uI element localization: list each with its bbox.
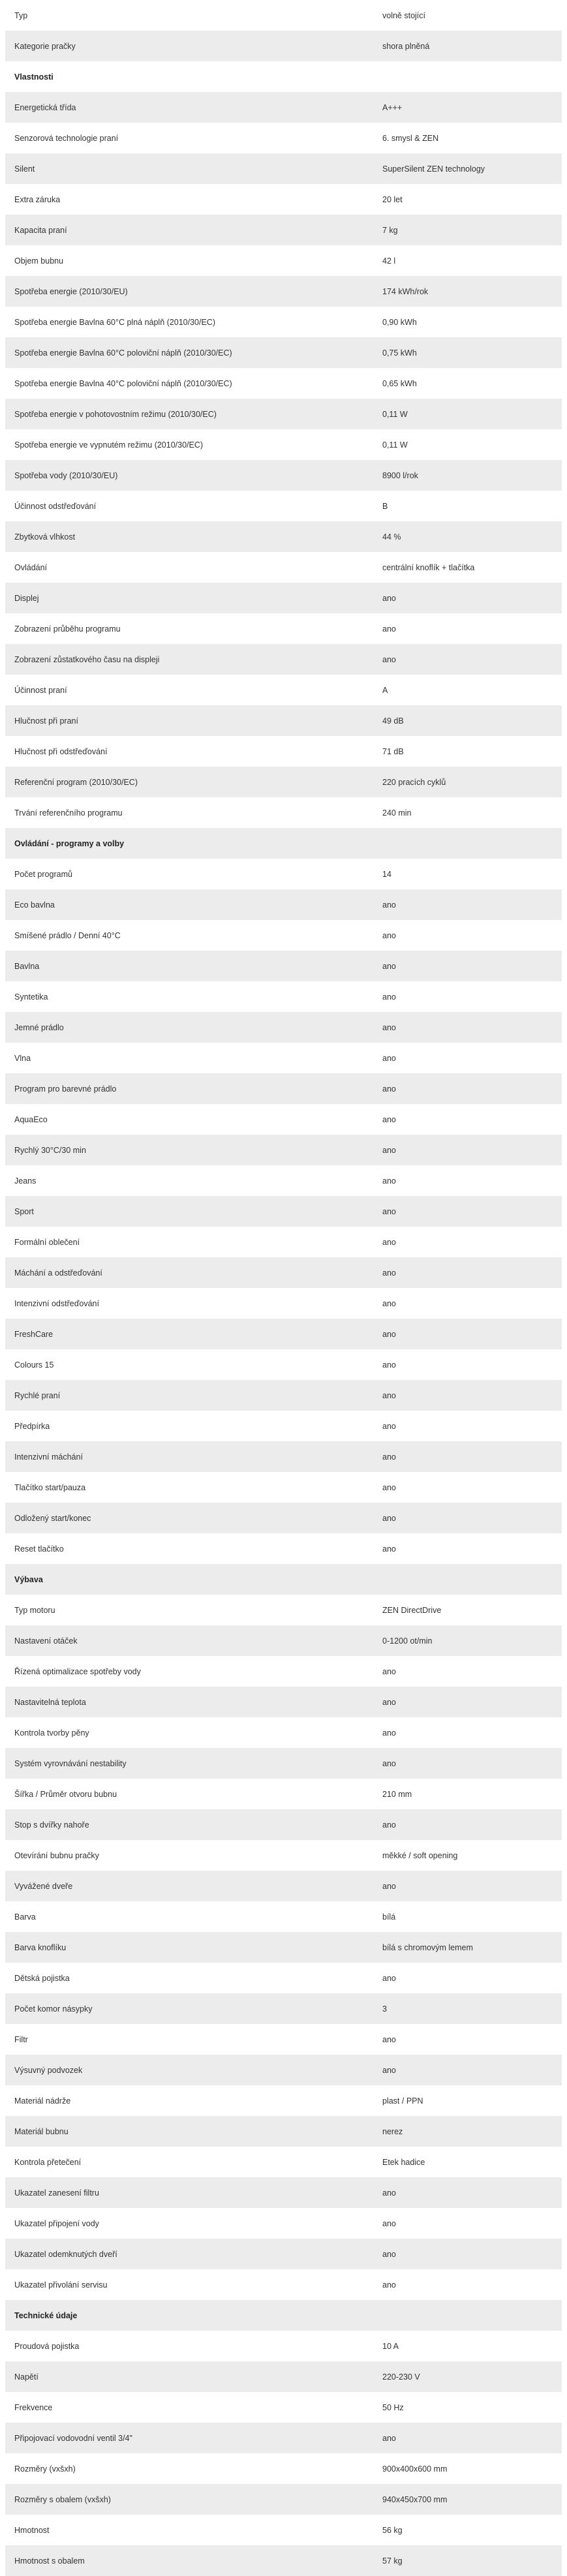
spec-label: Spotřeba energie Bavlna 60°C poloviční náplň (2010/30/EC) — [14, 348, 232, 358]
spec-value: ano — [382, 593, 396, 603]
spec-row — [5, 1656, 562, 1687]
spec-row — [5, 1871, 562, 1901]
spec-label: Senzorová technologie praní — [14, 133, 119, 143]
spec-label: Počet komor násypky — [14, 2004, 93, 2014]
spec-value: 71 dB — [382, 746, 404, 756]
spec-label: Zobrazení průběhu programu — [14, 624, 121, 634]
spec-label: Výsuvný podvozek — [14, 2065, 83, 2075]
spec-row — [5, 337, 562, 368]
spec-row — [5, 368, 562, 399]
spec-row — [5, 859, 562, 889]
spec-value: 8900 l/rok — [382, 470, 418, 480]
spec-value: ano — [382, 624, 396, 634]
spec-row — [5, 2085, 562, 2116]
spec-row — [5, 2208, 562, 2239]
spec-value: ano — [382, 1758, 396, 1768]
spec-row — [5, 2453, 562, 2484]
spec-row — [5, 2392, 562, 2423]
spec-row — [5, 583, 562, 613]
spec-label: Silent — [14, 164, 35, 174]
spec-label: Eco bavlna — [14, 900, 55, 910]
spec-label: Zobrazení zůstatkového času na displeji — [14, 654, 160, 664]
spec-value: ano — [382, 1452, 396, 1462]
spec-row — [5, 1717, 562, 1748]
spec-row — [5, 1227, 562, 1257]
spec-label: Displej — [14, 593, 39, 603]
spec-value: ano — [382, 930, 396, 940]
spec-value: ano — [382, 1237, 396, 1247]
spec-value: ano — [382, 1114, 396, 1124]
spec-row — [5, 767, 562, 797]
spec-value: 50 Hz — [382, 2402, 404, 2412]
spec-row — [5, 1257, 562, 1288]
spec-row — [5, 491, 562, 521]
spec-value: bílá s chromovým lemem — [382, 1942, 473, 1952]
spec-label: Jeans — [14, 1176, 37, 1186]
spec-row — [5, 2545, 562, 2576]
spec-value: ano — [382, 1053, 396, 1063]
spec-row — [5, 1993, 562, 2024]
spec-value: 49 dB — [382, 716, 404, 726]
spec-value: ano — [382, 1666, 396, 1676]
spec-value: 42 l — [382, 256, 396, 266]
spec-value: ano — [382, 1973, 396, 1983]
spec-label: Kategorie pračky — [14, 41, 76, 51]
spec-row — [5, 2269, 562, 2300]
spec-row — [5, 1349, 562, 1380]
spec-row — [5, 1165, 562, 1196]
spec-label: Kontrola přetečení — [14, 2157, 82, 2167]
spec-row — [5, 153, 562, 184]
spec-value: ano — [382, 1820, 396, 1830]
spec-label: Jemné prádlo — [14, 1022, 64, 1032]
spec-value: ano — [382, 1206, 396, 1216]
spec-value: ano — [382, 1881, 396, 1891]
spec-value: ano — [382, 1022, 396, 1032]
spec-value: ano — [382, 2034, 396, 2044]
spec-row — [5, 1319, 562, 1349]
spec-row — [5, 2055, 562, 2085]
spec-label: Rozměry (vxšxh) — [14, 2464, 76, 2474]
spec-label: Rychlý 30°C/30 min — [14, 1145, 86, 1155]
spec-value: ano — [382, 2280, 396, 2290]
spec-label: Napětí — [14, 2372, 38, 2382]
spec-label: Účinnost odstřeďování — [14, 501, 97, 511]
spec-label: Typ motoru — [14, 1605, 55, 1615]
spec-label: Nastavení otáček — [14, 1636, 78, 1646]
spec-row — [5, 307, 562, 337]
spec-label: Spotřeba energie Bavlna 40°C poloviční náplň (2010/30/EC) — [14, 378, 232, 388]
spec-value: ano — [382, 1482, 396, 1492]
spec-value: ano — [382, 1697, 396, 1707]
spec-row — [5, 2024, 562, 2055]
spec-value: ano — [382, 1145, 396, 1155]
spec-label: Intenzivní odstřeďování — [14, 1298, 99, 1308]
spec-row — [5, 1472, 562, 1503]
spec-label: Typ — [14, 10, 28, 20]
section-title: Výbava — [14, 1574, 43, 1584]
spec-row — [5, 1043, 562, 1073]
spec-value: Etek hadice — [382, 2157, 425, 2167]
spec-label: Barva knoflíku — [14, 1942, 67, 1952]
spec-row — [5, 184, 562, 215]
spec-row — [5, 1533, 562, 1564]
spec-row — [5, 1104, 562, 1135]
spec-value: 240 min — [382, 808, 412, 818]
spec-label: Energetická třída — [14, 102, 76, 112]
spec-label: Kapacita praní — [14, 225, 67, 235]
spec-row — [5, 552, 562, 583]
spec-value: ano — [382, 1176, 396, 1186]
spec-label: Kontrola tvorby pěny — [14, 1728, 89, 1738]
spec-value: 0,11 W — [382, 409, 408, 419]
spec-row — [5, 1779, 562, 1809]
section-header-row — [5, 1564, 562, 1595]
spec-label: Hlučnost při odstřeďování — [14, 746, 108, 756]
section-title: Technické údaje — [14, 2310, 78, 2320]
spec-row — [5, 2116, 562, 2147]
spec-value: 0,11 W — [382, 440, 408, 450]
spec-label: Spotřeba energie (2010/30/EU) — [14, 286, 128, 296]
spec-row — [5, 1595, 562, 1625]
spec-label: Hmotnost — [14, 2525, 50, 2535]
spec-label: Trvání referenčního programu — [14, 808, 123, 818]
spec-value: ano — [382, 2218, 396, 2228]
spec-label: Sport — [14, 1206, 34, 1216]
spec-label: Hlučnost při praní — [14, 716, 78, 726]
spec-row — [5, 1288, 562, 1319]
spec-value: ano — [382, 1360, 396, 1370]
spec-label: Řízená optimalizace spotřeby vody — [14, 1666, 141, 1676]
spec-value: 56 kg — [382, 2525, 403, 2535]
spec-value: 174 kWh/rok — [382, 286, 429, 296]
spec-value: 20 let — [382, 194, 403, 204]
spec-label: Referenční program (2010/30/EC) — [14, 777, 138, 787]
spec-row — [5, 1963, 562, 1993]
spec-label: Šířka / Průměr otvoru bubnu — [14, 1789, 117, 1799]
spec-label: Vyvážené dveře — [14, 1881, 73, 1891]
spec-label: Vlna — [14, 1053, 31, 1063]
spec-value: ano — [382, 2065, 396, 2075]
spec-row — [5, 705, 562, 736]
spec-label: Smíšené prádlo / Denní 40°C — [14, 930, 121, 940]
spec-row — [5, 981, 562, 1012]
spec-row — [5, 1135, 562, 1165]
spec-value: ano — [382, 1390, 396, 1400]
spec-value: ano — [382, 1513, 396, 1523]
spec-value: volně stojící — [382, 10, 426, 20]
spec-label: Předpírka — [14, 1421, 50, 1431]
spec-value: centrální knoflík + tlačítka — [382, 562, 475, 572]
spec-label: Ukazatel připojení vody — [14, 2218, 99, 2228]
spec-row — [5, 1748, 562, 1779]
spec-label: Extra záruka — [14, 194, 61, 204]
spec-value: B — [382, 501, 388, 511]
spec-row — [5, 644, 562, 675]
spec-row — [5, 1932, 562, 1963]
spec-row — [5, 276, 562, 307]
spec-label: Bavlna — [14, 961, 40, 971]
spec-value: ano — [382, 1544, 396, 1554]
spec-row — [5, 736, 562, 767]
spec-value: 210 mm — [382, 1789, 412, 1799]
spec-label: Připojovací vodovodní ventil 3/4" — [14, 2433, 132, 2443]
spec-value: A+++ — [382, 102, 403, 112]
spec-row — [5, 889, 562, 920]
spec-label: Spotřeba vody (2010/30/EU) — [14, 470, 118, 480]
spec-label: Syntetika — [14, 992, 48, 1002]
spec-row — [5, 2361, 562, 2392]
spec-value: ano — [382, 1728, 396, 1738]
spec-value: 10 A — [382, 2341, 399, 2351]
spec-row — [5, 245, 562, 276]
spec-label: Dětská pojistka — [14, 1973, 70, 1983]
spec-row — [5, 2147, 562, 2177]
spec-row — [5, 1073, 562, 1104]
spec-row — [5, 1380, 562, 1411]
spec-label: Program pro barevné prádlo — [14, 1084, 117, 1094]
spec-row — [5, 1687, 562, 1717]
spec-value: ano — [382, 961, 396, 971]
spec-value: shora plněná — [382, 41, 430, 51]
spec-label: Spotřeba energie v pohotovostním režimu (2010/30/EC) — [14, 409, 217, 419]
spec-label: Rozměry s obalem (vxšxh) — [14, 2494, 111, 2504]
spec-value: 220-230 V — [382, 2372, 420, 2382]
spec-row — [5, 429, 562, 460]
spec-label: Účinnost praní — [14, 685, 67, 695]
spec-value: nerez — [382, 2126, 403, 2136]
spec-value: 57 kg — [382, 2556, 403, 2566]
spec-value: 7 kg — [382, 225, 398, 235]
spec-label: Systém vyrovnávání nestability — [14, 1758, 127, 1768]
spec-row — [5, 460, 562, 491]
spec-value: ano — [382, 2188, 396, 2198]
spec-value: ano — [382, 654, 396, 664]
spec-label: Máchání a odstřeďování — [14, 1268, 102, 1278]
spec-label: Ukazatel přivolání servisu — [14, 2280, 108, 2290]
spec-label: Ovládání — [14, 562, 48, 572]
spec-label: Reset tlačítko — [14, 1544, 64, 1554]
spec-row — [5, 1012, 562, 1043]
spec-value: měkké / soft opening — [382, 1850, 458, 1860]
spec-value: ano — [382, 900, 396, 910]
spec-label: Materiál bubnu — [14, 2126, 69, 2136]
spec-value: bílá — [382, 1912, 396, 1922]
spec-label: Objem bubnu — [14, 256, 64, 266]
spec-label: Nastavitelná teplota — [14, 1697, 86, 1707]
spec-label: Rychlé praní — [14, 1390, 61, 1400]
spec-value: ano — [382, 1421, 396, 1431]
spec-value: 0,65 kWh — [382, 378, 417, 388]
spec-value: ano — [382, 1268, 396, 1278]
spec-row — [5, 797, 562, 828]
spec-row — [5, 1809, 562, 1840]
spec-label: Tlačítko start/pauza — [14, 1482, 86, 1492]
spec-row — [5, 920, 562, 951]
spec-label: Proudová pojistka — [14, 2341, 80, 2351]
spec-value: 44 % — [382, 532, 401, 542]
spec-value: ZEN DirectDrive — [382, 1605, 442, 1615]
spec-value: SuperSilent ZEN technology — [382, 164, 485, 174]
section-title: Ovládání - programy a volby — [14, 838, 125, 848]
section-header-row — [5, 61, 562, 92]
spec-value: 3 — [382, 2004, 387, 2014]
spec-label: AquaEco — [14, 1114, 48, 1124]
spec-label: Otevírání bubnu pračky — [14, 1850, 99, 1860]
spec-row — [5, 521, 562, 552]
spec-value: 0,75 kWh — [382, 348, 417, 358]
spec-value: ano — [382, 1329, 396, 1339]
spec-row — [5, 215, 562, 245]
spec-label: Hmotnost s obalem — [14, 2556, 85, 2566]
spec-row — [5, 2239, 562, 2269]
spec-label: FreshCare — [14, 1329, 54, 1339]
spec-label: Materiál nádrže — [14, 2096, 71, 2106]
spec-value: ano — [382, 2433, 396, 2443]
spec-label: Ukazatel zanesení filtru — [14, 2188, 99, 2198]
spec-label: Stop s dvířky nahoře — [14, 1820, 89, 1830]
spec-value: 220 pracích cyklů — [382, 777, 446, 787]
spec-label: Formální oblečení — [14, 1237, 80, 1247]
spec-row — [5, 2423, 562, 2453]
spec-row — [5, 1411, 562, 1441]
spec-value: ano — [382, 1298, 396, 1308]
spec-row — [5, 1901, 562, 1932]
spec-row — [5, 1625, 562, 1656]
spec-value: ano — [382, 1084, 396, 1094]
spec-row — [5, 1441, 562, 1472]
spec-label: Počet programů — [14, 869, 72, 879]
spec-value: 900x400x600 mm — [382, 2464, 448, 2474]
spec-value: A — [382, 685, 388, 695]
spec-value: 6. smysl & ZEN — [382, 133, 439, 143]
spec-label: Intenzivní máchání — [14, 1452, 83, 1462]
section-header-row — [5, 828, 562, 859]
spec-row — [5, 675, 562, 705]
spec-row — [5, 2331, 562, 2361]
spec-value: 0-1200 ot/min — [382, 1636, 433, 1646]
spec-value: 14 — [382, 869, 391, 879]
spec-value: ano — [382, 2249, 396, 2259]
spec-row — [5, 1503, 562, 1533]
spec-row — [5, 399, 562, 429]
spec-row — [5, 951, 562, 981]
spec-row — [5, 1840, 562, 1871]
spec-row — [5, 31, 562, 61]
spec-row — [5, 0, 562, 31]
spec-label: Zbytková vlhkost — [14, 532, 76, 542]
spec-label: Frekvence — [14, 2402, 53, 2412]
spec-label: Colours 15 — [14, 1360, 54, 1370]
spec-row — [5, 2484, 562, 2515]
spec-row — [5, 613, 562, 644]
spec-label: Ukazatel odemknutých dveří — [14, 2249, 117, 2259]
section-title: Vlastnosti — [14, 72, 54, 82]
spec-row — [5, 2515, 562, 2545]
spec-row — [5, 2177, 562, 2208]
spec-label: Odložený start/konec — [14, 1513, 91, 1523]
spec-row — [5, 92, 562, 123]
spec-label: Filtr — [14, 2034, 28, 2044]
spec-value: 940x450x700 mm — [382, 2494, 448, 2504]
spec-value: 0,90 kWh — [382, 317, 417, 327]
spec-table — [5, 0, 562, 2576]
spec-label: Barva — [14, 1912, 36, 1922]
spec-row — [5, 123, 562, 153]
spec-label: Spotřeba energie Bavlna 60°C plná náplň (2010/30/EC) — [14, 317, 215, 327]
spec-value: plast / PPN — [382, 2096, 423, 2106]
spec-value: ano — [382, 992, 396, 1002]
spec-label: Spotřeba energie ve vypnutém režimu (2010/30/EC) — [14, 440, 204, 450]
section-header-row — [5, 2300, 562, 2331]
spec-row — [5, 1196, 562, 1227]
